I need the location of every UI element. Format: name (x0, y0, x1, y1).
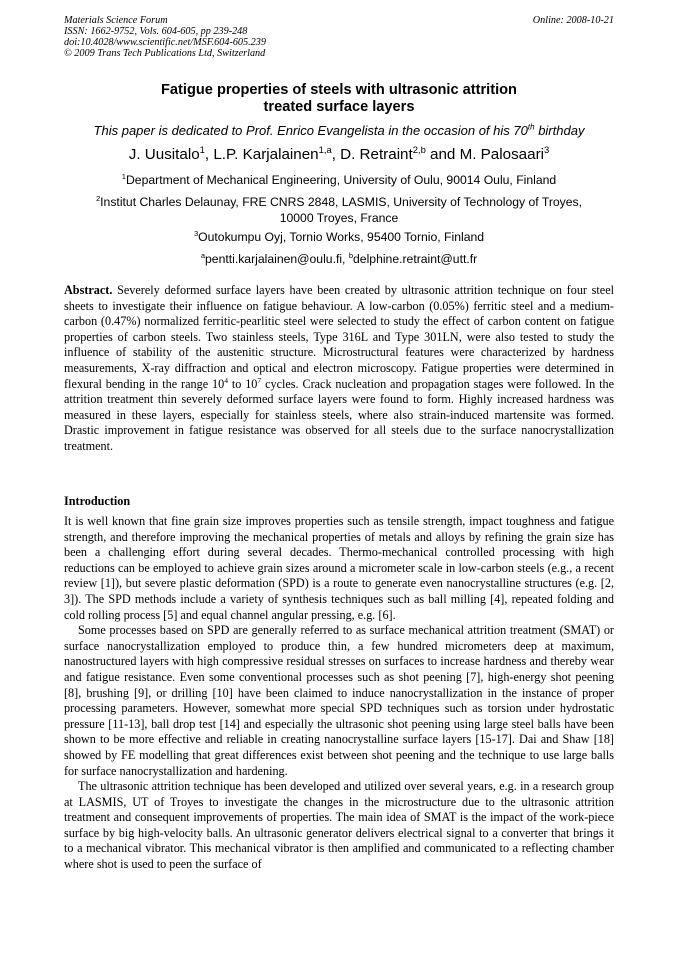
affiliation-3-text: Outokumpu Oyj, Tornio Works, 95400 Tornio, Finland (198, 230, 485, 244)
abstract-text-3: cycles. Crack nucleation and propagation stages were followed. In the attrition treatment thin severely deformed surface layers were found to form. Highly increased hardness was measured in these layers, especially for stainless steels, where also strain-induced martensite was formed. Drastic improvement in fatigue resistance was observed for all steels due to the surface nanocrystallization treatment. (64, 376, 615, 453)
affiliation-2-text: Institut Charles Delaunay, FRE CNRS 2848, LASMIS, University of Technology of Troyes, (100, 195, 583, 209)
author-list (40, 143, 638, 164)
journal-header (64, 15, 614, 59)
affiliation-2-line-1 (50, 194, 628, 210)
affiliation-1 (50, 172, 628, 188)
paragraph-1: It is well known that fine grain size improves properties such as tensile strength, impact toughness and fatigue strength, and therefore improving the mechanical properties of metals and alloys by refining the grain size has been a challenging effort during several decades. Thermo-mechanical controlled processing with high reductions can be employed to achieve grain sizes around a micrometer scale in low-carbon steels (e.g., a recent review [1]), but severe plastic deformation (SPD) is a route to generate even nanocrystalline structures (e.g. [2, 3]). The SPD methods include a variety of synthesis techniques such as ball milling [4], repeated folding and cold rolling process [5] and equal channel angular pressing, e.g. [6]. (64, 514, 614, 622)
abstract (64, 283, 614, 455)
abstract-text-2: to 10 (227, 376, 258, 391)
affiliation-1-num: 1 (121, 171, 126, 181)
dedication (40, 123, 638, 139)
author-3: , D. Retraint (331, 146, 413, 163)
abstract-text-1: Severely deformed surface layers have been created by ultrasonic attrition technique on four steel sheets to investigate their influence on fatigue behaviour. A low-carbon (0.05%) ferritic steel and a medium-carbon (0.47%) normalized ferritic-pearlitic steel were selected to study the effect of carbon content on fatigue properties of carbon steels. Two stainless steels, Type 316L and Type 301LN, were also tested to study the influence of stability of the austenitic structure. Microstructural features were characterized by hardness measurements, X-ray diffraction and optical and electron microscopy. Fatigue properties were determined in flexural bending in the range 10 (64, 283, 614, 391)
dedication-end: birthday (534, 123, 585, 138)
paragraph-2: Some processes based on SPD are generally referred to as surface mechanical attrition treatment (SMAT) or surface nanocrystallization employed to produce thin, a few hundred micrometers deep at maximum, nanostructured layers with high compressive residual stresses on surfaces to increase hardness and thereby wear and fatigue resistance. Even some conventional processes such as shot peening [7], high-energy shot peening [8], brushing [9], or drilling [10] have been claimed to induce nanocrystallization in the instance of proper processing parameters. However, somewhat more special SPD techniques such as torsion under hydrostatic pressure [11-13], ball drop test [14] and especially the ultrasonic shot peening using large steel balls have been shown to be more effective and reliable in creating nanocrystalline surface layers [15-17]. Dai and Shaw [18] showed by FE modelling that great differences exist between shot peening and the technique to use large balls for surface nanocrystallization and hardening. (64, 623, 614, 778)
email-a-mark: a (200, 250, 206, 260)
dedication-sup: th (527, 122, 535, 132)
introduction-heading: Introduction (64, 494, 131, 508)
email-2: delphine.retraint@utt.fr (353, 252, 478, 266)
affiliation-2-line-2: 10000 Troyes, France (279, 211, 399, 225)
author-2-sup: 1,a (318, 143, 332, 155)
abstract-exp-2: 7 (257, 375, 262, 385)
affiliation-3 (50, 229, 628, 245)
author-4: and M. Palosaari (425, 146, 544, 163)
email-b-mark: b (348, 250, 354, 260)
affiliation-2-num: 2 (95, 193, 101, 203)
abstract-label: Abstract. (64, 283, 113, 297)
dedication-text: This paper is dedicated to Prof. Enrico Evangelista in the occasion of his 70 (93, 123, 528, 138)
email-1: pentti.karjalainen@oulu.fi, (205, 252, 349, 266)
affiliation-3-num: 3 (193, 228, 199, 238)
title-line-1: Fatigue properties of steels with ultrasonic attrition (161, 82, 517, 98)
paper-title (64, 82, 614, 116)
author-3-sup: 2,b (412, 143, 426, 155)
author-4-sup: 3 (544, 143, 550, 155)
copyright-line: © 2009 Trans Tech Publications Ltd, Switzerland (64, 48, 266, 59)
paragraph-3: The ultrasonic attrition technique has been developed and utilized over several years, e.g. in a research group at LASMIS, UT of Troyes to investigate the changes in the microstructure due to the ultrasonic attrition treatment and consequent improvements of properties. The main idea of SMAT is the impact of the work-piece surface by big high-velocity balls. An ultrasonic generator delivers electrical signal to a converter that brings it to a mechanical vibrator. This mechanical vibrator is then amplified and communicated to a reflecting chamber where shot is used to peen the surface of (64, 779, 614, 872)
doi-line: doi:10.4028/www.scientific.net/MSF.604-605.239 (64, 37, 266, 48)
abstract-exp-1: 4 (224, 375, 228, 385)
author-1-sup: 1 (199, 143, 205, 155)
title-line-2: treated surface layers (263, 99, 415, 115)
author-2: , L.P. Karjalainen (204, 146, 319, 163)
journal-name: Materials Science Forum (64, 15, 168, 26)
issn-line: ISSN: 1662-9752, Vols. 604-605, pp 239-248 (64, 26, 248, 37)
author-1: J. Uusitalo (128, 146, 200, 163)
online-date: Online: 2008-10-21 (532, 15, 614, 26)
affiliation-2 (50, 194, 628, 226)
affiliation-1-text: Department of Mechanical Engineering, University of Oulu, 90014 Oulu, Finland (126, 173, 557, 187)
email-line (50, 251, 628, 267)
introduction-body (64, 514, 614, 873)
